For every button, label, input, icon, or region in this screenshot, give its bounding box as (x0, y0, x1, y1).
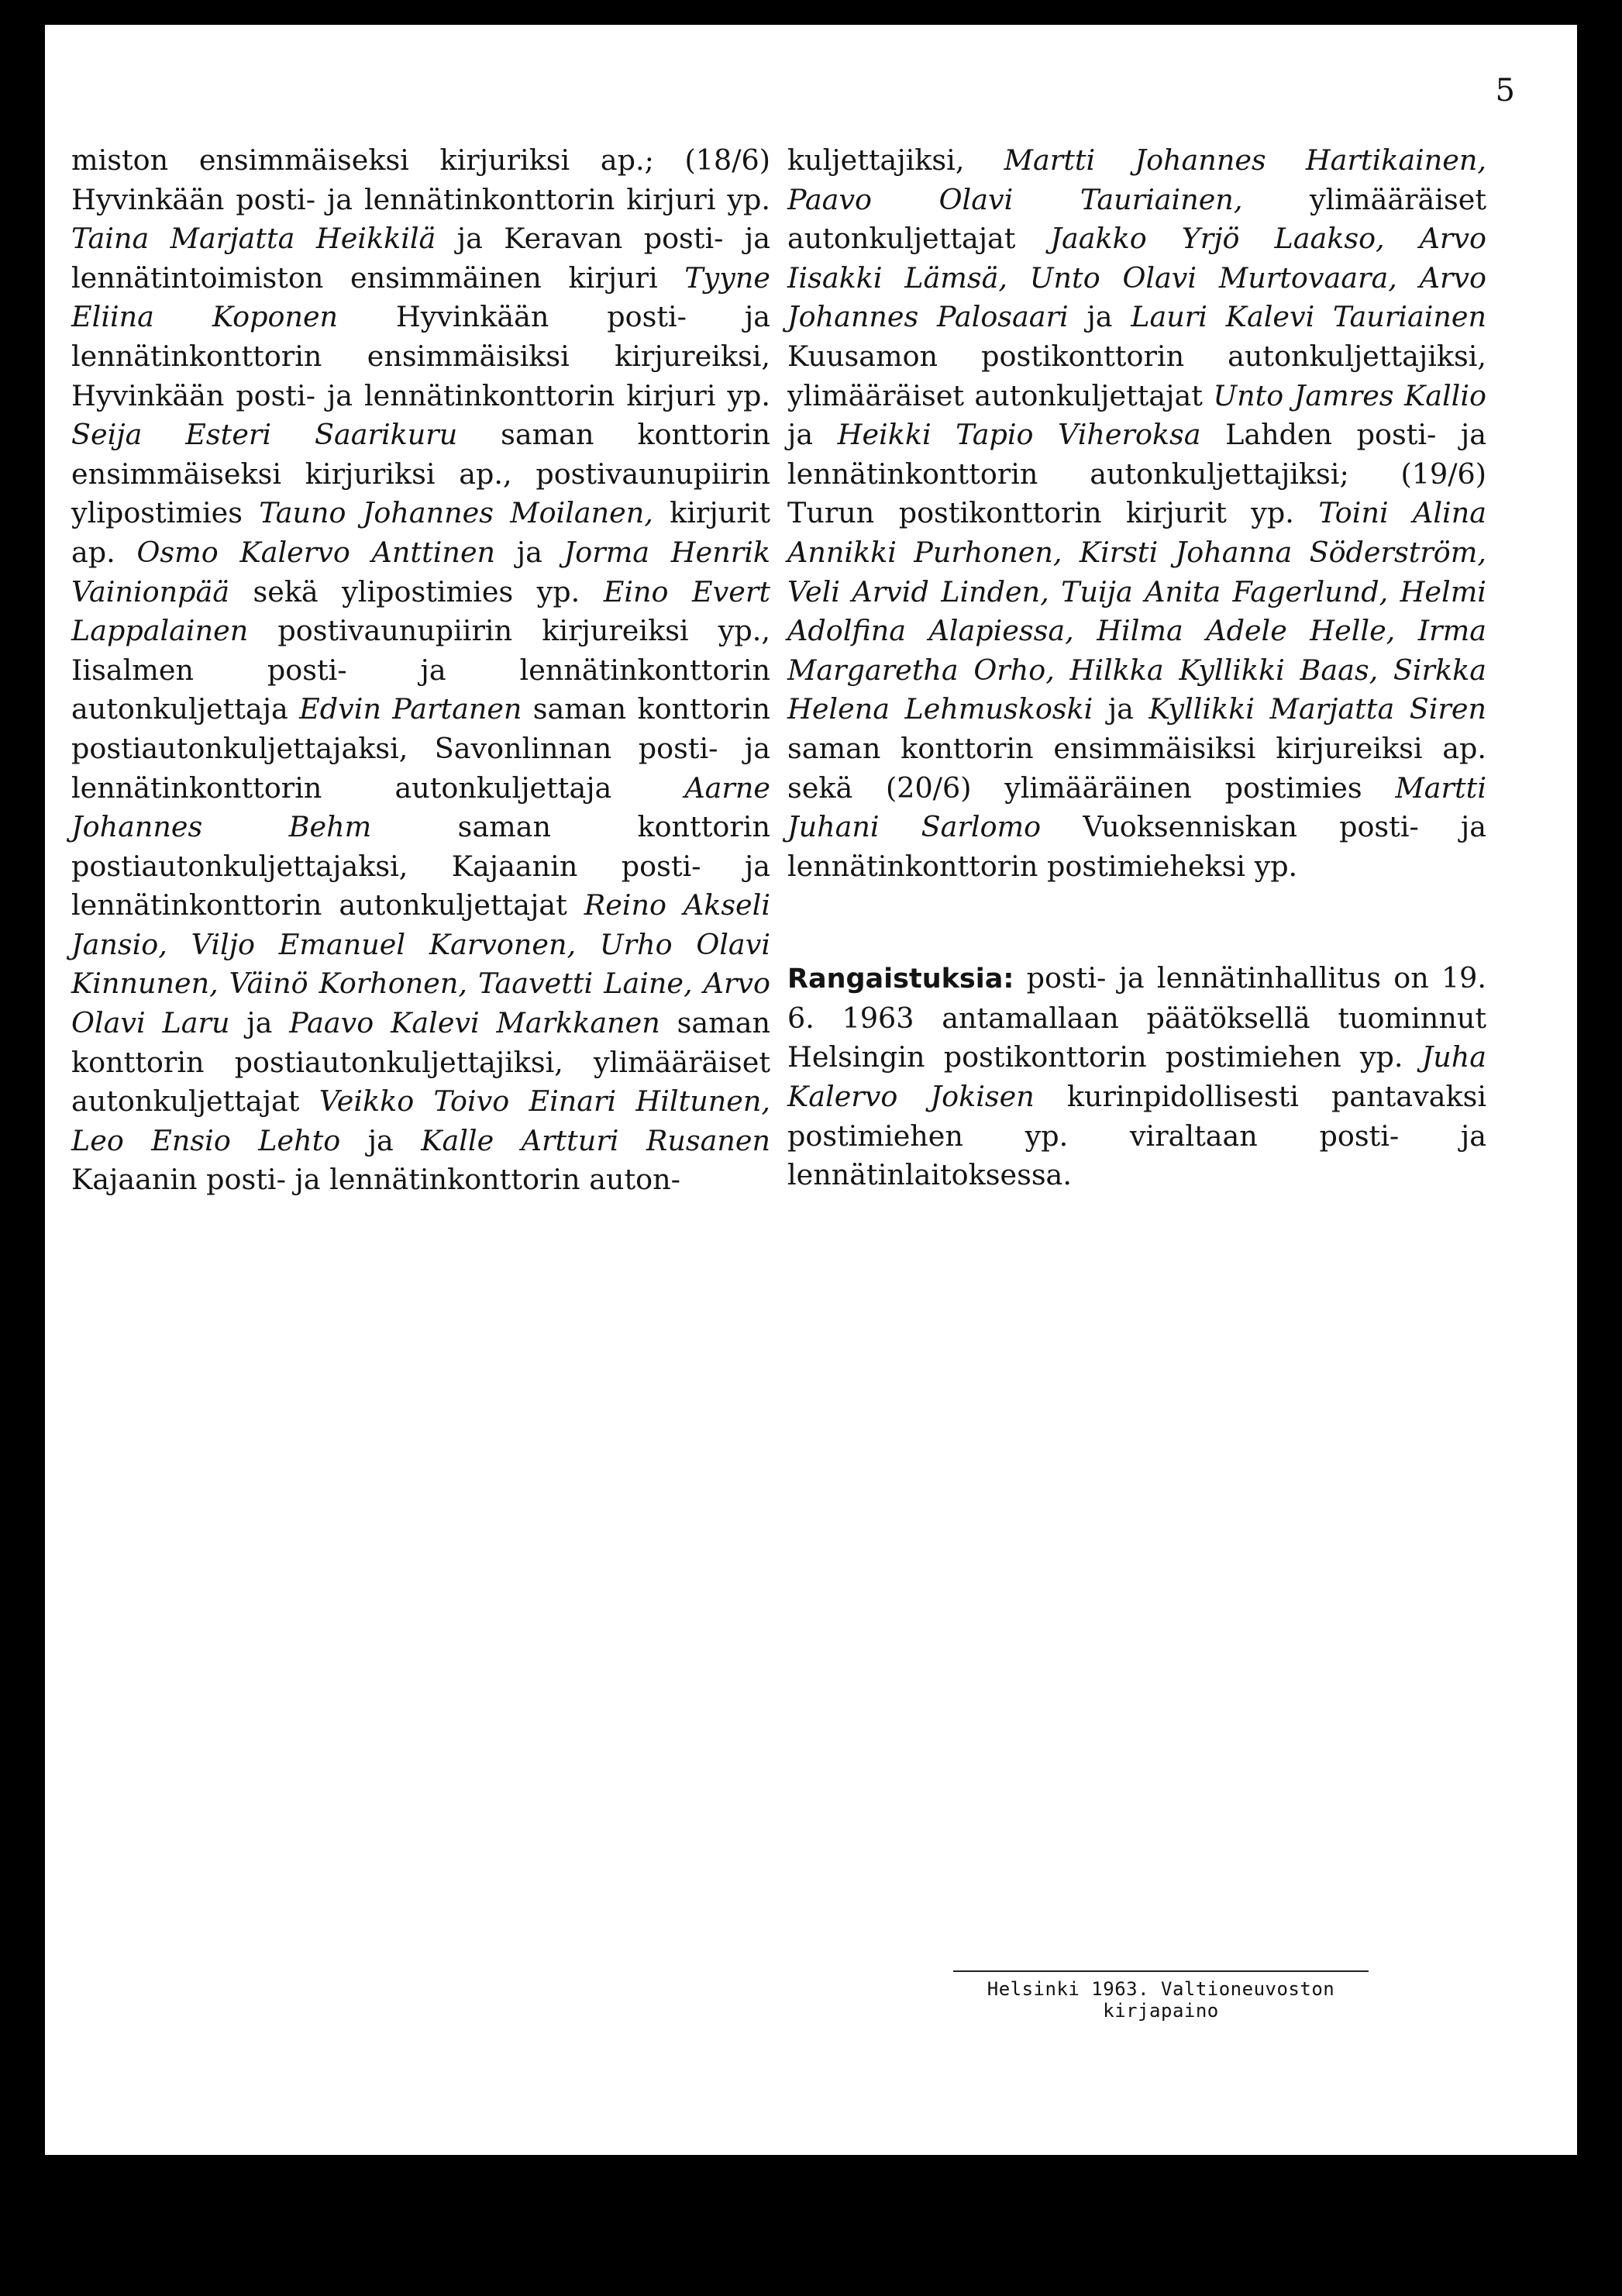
italic-name-run: Toini Alina Annikki Purhonen, Kirsti Johanna Söderström, Veli Arvid Linden, Tuija Anita Fagerlund, Helmi Adolfina Alapiessa, Hilma Adele Helle, Irma Margaretha Orho, Hilkka Kyllikki Baas, Sirkka Helena Lehmuskoski (787, 496, 1486, 726)
italic-name-run: Unto Jamres Kallio (1213, 378, 1486, 412)
text-run: kirjurit ap. (71, 496, 770, 569)
italic-name-run: Osmo Kalervo Anttinen (136, 535, 496, 569)
text-run: kuljettajiksi, (787, 143, 1004, 177)
italic-name-run: Heikki Tapio Viheroksa (837, 418, 1201, 452)
appointments-paragraph (787, 141, 1486, 886)
italic-name-run: Martti Johannes Hartikainen, Paavo Olavi Tauriainen, (787, 143, 1487, 216)
text-run: Vuoksenniskan posti- ja lennätinkonttorin postimieheksi yp. (787, 810, 1486, 883)
text-run: posti- ja lennätinhallitus on 19. 6. 1963 antamallaan päätöksellä tuominnut Helsingin postikonttorin postimiehen yp. (787, 961, 1486, 1074)
text-run: ja (229, 1006, 290, 1040)
italic-name-run: Juha Kalervo Jokisen (787, 1040, 1486, 1114)
italic-name-run: Martti Juhani Sarlomo (787, 771, 1486, 844)
text-run: Kuusamon postikonttorin autonkuljettajiksi, ylimääräiset autonkuljettajat (787, 339, 1486, 412)
text-run: postivaunupiirin kirjureiksi yp., Iisalmen posti- ja lennätinkonttorin autonkuljettaja (71, 614, 770, 726)
text-run: Hyvinkään posti- ja lennätinkonttorin ensimmäisiksi kirjureiksi, Hyvinkään posti- ja lennätinkonttorin kirjuri yp. (71, 300, 770, 412)
penalties-text (787, 961, 1486, 1191)
italic-name-run: Tyyne Eliina Koponen (71, 260, 770, 334)
right-column-text (787, 141, 1486, 1195)
text-run: ja (1093, 692, 1149, 726)
italic-name-run: Kyllikki Marjatta Siren (1148, 692, 1486, 726)
text-run: Lahden posti- ja lennätinkonttorin autonkuljettajiksi; (19/6) Turun postikonttorin kirjurit yp. (787, 418, 1486, 530)
italic-name-run: Tauno Johannes Moilanen, (259, 496, 653, 530)
text-run: ja Keravan posti- ja lennätintoimiston ensimmäinen kirjuri (71, 222, 770, 295)
italic-name-run: Paavo Kalevi Markkanen (289, 1006, 660, 1040)
left-column-text (71, 141, 770, 1200)
text-run: sekä ylipostimies yp. (229, 574, 604, 608)
italic-name-run: Jorma Henrik Vainionpää (71, 535, 770, 608)
italic-name-run: Eino Evert Lappalainen (71, 574, 770, 648)
italic-name-run: Aarne Johannes Behm (71, 771, 770, 844)
text-run: saman konttorin postiautonkuljettajaksi, Savonlinnan posti- ja lennätinkonttorin autonkuljettaja (71, 692, 770, 805)
text-run: saman konttorin postiautonkuljettajaksi, Kajaanin posti- ja lennätinkonttorin autonkuljettajat (71, 810, 770, 922)
italic-name-run: Veikko Toivo Einari Hiltunen, Leo Ensio Lehto (71, 1084, 770, 1157)
imprint-line: Helsinki 1963. Valtioneuvoston kirjapaino (987, 1978, 1335, 2022)
penalties-paragraph (787, 959, 1486, 1195)
text-run: saman konttorin ensimmäisiksi kirjureiksi ap. sekä (20/6) ylimääräinen postimies (787, 731, 1486, 805)
italic-name-run: Taina Marjatta Heikkilä (71, 222, 436, 256)
italic-name-run: Jaakko Yrjö Laakso, Arvo Iisakki Lämsä, Unto Olavi Murtovaara, Arvo Johannes Palosaari (787, 222, 1486, 334)
text-run: Kajaanin posti- ja lennätinkonttorin auton- (71, 1163, 680, 1197)
italic-name-run: Edvin Partanen (299, 692, 522, 726)
text-run: ja (787, 418, 838, 452)
italic-name-run: Lauri Kalevi Tauriainen (1131, 300, 1486, 334)
italic-name-run: Reino Akseli Jansio, Viljo Emanuel Karvonen, Urho Olavi Kinnunen, Väinö Korhonen, Taavetti Laine, Arvo Olavi Laru (71, 888, 771, 1040)
page-number: 5 (1495, 73, 1515, 109)
italic-name-run: Kalle Artturi Rusanen (421, 1123, 770, 1157)
text-run: saman konttorin postiautonkuljettajiksi, ylimääräiset autonkuljettajat (71, 1006, 770, 1119)
text-run: ylimääräiset autonkuljettajat (787, 182, 1486, 256)
text-run: miston ensimmäiseksi kirjuriksi ap.; (18/6) Hyvinkään posti- ja lennätinkonttorin kirjuri yp. (71, 143, 770, 216)
text-run: ja (340, 1123, 422, 1157)
imprint-divider (953, 1970, 1369, 1972)
italic-name-run: Seija Esteri Saarikuru (71, 418, 458, 452)
document-page (45, 25, 1577, 2155)
text-run: ja (495, 535, 564, 569)
text-run: ja (1068, 300, 1131, 334)
text-run: kurinpidollisesti pantavaksi postimiehen yp. viraltaan posti- ja lennätinlaitoksessa. (787, 1080, 1486, 1192)
text-run: saman konttorin ensimmäiseksi kirjuriksi ap., postivaunupiirin ylipostimies (71, 418, 770, 530)
penalties-heading: Rangaistuksia: (787, 964, 1014, 995)
